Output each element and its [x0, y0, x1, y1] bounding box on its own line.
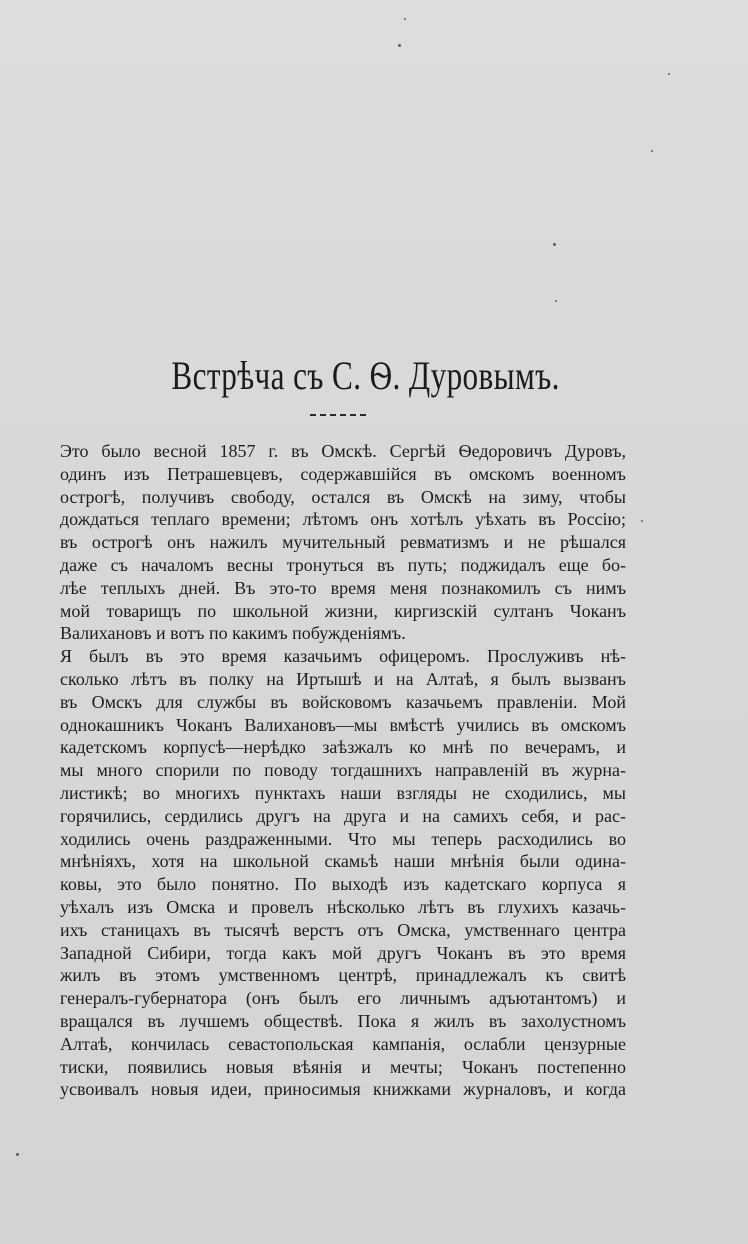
text-line: дождаться теплаго времени; лѣтомъ онъ хотѣлъ уѣхать въ Россію; — [60, 509, 626, 530]
text-line: лѣе теплыхъ дней. Въ это-то время меня познакомилъ съ нимъ — [60, 577, 626, 598]
text-line: кадетскомъ корпусѣ—нерѣдко заѣзжалъ ко мнѣ по вечерамъ, и — [60, 737, 626, 758]
text-line: однокашникъ Чоканъ Валихановъ—мы вмѣстѣ учились въ омскомъ — [60, 714, 626, 735]
paper-speck — [404, 18, 406, 20]
title-divider — [310, 414, 366, 416]
text-line: острогѣ, получивъ свободу, остался въ Омскѣ на зиму, чтобы — [60, 486, 626, 507]
paper-speck — [398, 44, 401, 47]
text-line: въ Омскъ для службы въ войсковомъ казачьемъ правленіи. Мой — [60, 691, 626, 712]
text-line: въ острогѣ онъ нажилъ мучительный ревматизмъ и не рѣшался — [60, 532, 626, 553]
chapter-title: Встрѣча съ С. Ѳ. Дуровымъ. — [171, 353, 560, 398]
text-line: мы много спорили по поводу тогдашнихъ направленій въ журна- — [60, 760, 626, 781]
text-line: горячились, сердились другъ на друга и на самихъ себя, и рас- — [60, 805, 626, 826]
text-line: одинъ изъ Петрашевцевъ, содержавшійся въ омскомъ военномъ — [60, 463, 626, 484]
text-line: жилъ въ этомъ умственномъ центрѣ, принадлежалъ къ свитѣ — [60, 965, 626, 986]
text-line: Алтаѣ, кончилась севастопольская кампанія, ослабли цензурные — [60, 1033, 626, 1054]
text-line: Западной Сибири, тогда какъ мой другъ Чоканъ въ это время — [60, 942, 626, 963]
body-text — [60, 440, 626, 1101]
text-line: мой товарищъ по школьной жизни, киргизскій султанъ Чоканъ — [60, 600, 626, 621]
paper-speck — [641, 520, 643, 522]
text-line: ходились очень раздраженными. Что мы теперь расходились во — [60, 828, 626, 849]
text-line: ихъ станицахъ въ тысячѣ верстъ отъ Омска, умственнаго центра — [60, 919, 626, 940]
text-line: даже съ началомъ весны тронуться въ путь; поджидалъ еще бо- — [60, 554, 626, 575]
paper-speck — [651, 150, 653, 152]
text-line: вращался въ лучшемъ обществѣ. Пока я жилъ въ захолустномъ — [60, 1010, 626, 1031]
text-line: уѣхалъ изъ Омска и провелъ нѣсколько лѣтъ въ глухихъ казачь- — [60, 896, 626, 917]
paper-speck — [555, 300, 557, 302]
text-line: Я былъ въ это время казачьимъ офицеромъ. Прослуживъ нѣ- — [60, 646, 626, 667]
text-line: усвоивалъ новыя идеи, приносимыя книжками журналовъ, и когда — [60, 1079, 626, 1100]
text-line: листикѣ; во многихъ пунктахъ наши взгляды не сходились, мы — [60, 782, 626, 803]
text-line: мнѣніяхъ, хотя на школьной скамьѣ наши мнѣнія были одина- — [60, 851, 626, 872]
text-line: ковы, это было понятно. По выходѣ изъ кадетскаго корпуса я — [60, 874, 626, 895]
paper-speck — [16, 1153, 19, 1156]
paper-speck — [668, 73, 670, 75]
paper-speck — [553, 243, 556, 246]
text-line: сколько лѣтъ въ полку на Иртышѣ и на Алтаѣ, я былъ вызванъ — [60, 668, 626, 689]
text-line: генералъ-губернатора (онъ былъ его личнымъ адъютантомъ) и — [60, 988, 626, 1009]
text-line: Это было весной 1857 г. въ Омскѣ. Сергѣй Ѳедоровичъ Дуровъ, — [60, 441, 626, 461]
text-line: Валихановъ и вотъ по какимъ побужденіямъ. — [60, 623, 406, 644]
text-line: тиски, появились новыя вѣянія и мечты; Чоканъ постепенно — [60, 1056, 626, 1077]
